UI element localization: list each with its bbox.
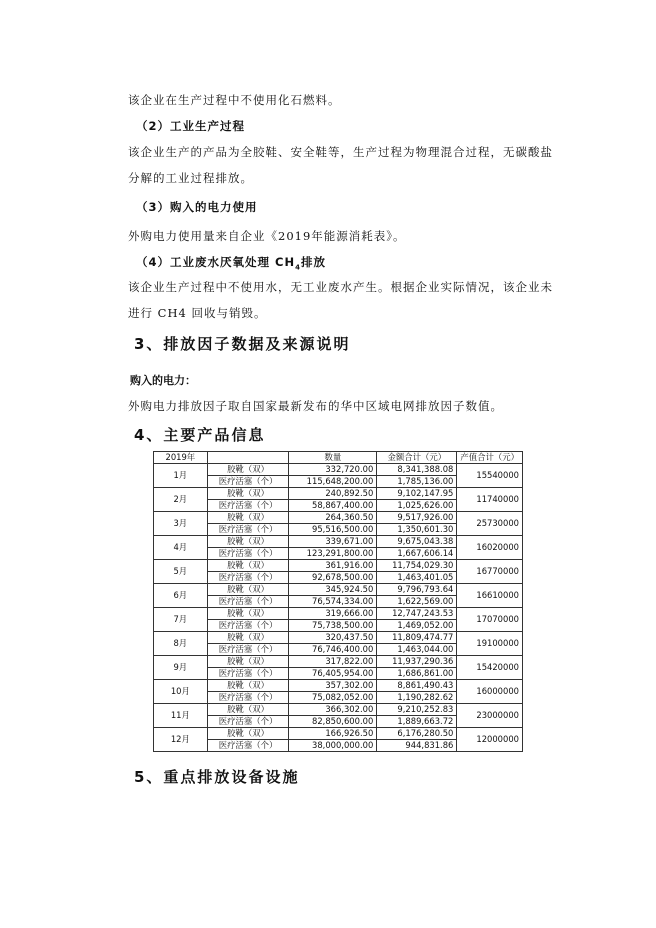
amount-cell: 9,675,043.38 bbox=[377, 536, 457, 548]
output-value-cell: 11740000 bbox=[457, 488, 523, 512]
table-row bbox=[154, 488, 523, 500]
product-cell: 医疗活塞（个） bbox=[207, 500, 289, 512]
amount-cell: 6,176,280.50 bbox=[377, 728, 457, 740]
amount-cell: 11,754,029.30 bbox=[377, 560, 457, 572]
table-row bbox=[154, 608, 523, 620]
product-cell: 医疗活塞（个） bbox=[207, 740, 289, 752]
quantity-cell: 264,360.50 bbox=[289, 512, 377, 524]
product-cell: 胶靴（双） bbox=[207, 560, 289, 572]
quantity-cell: 115,648,200.00 bbox=[289, 476, 377, 488]
wastewater-ch4-heading-text: （4）工业废水厌氧处理 CH bbox=[136, 255, 296, 269]
fossil-fuel-paragraph: 该企业在生产过程中不使用化石燃料。 bbox=[128, 93, 341, 107]
month-cell: 7月 bbox=[154, 608, 208, 632]
amount-cell: 8,341,388.08 bbox=[377, 464, 457, 476]
product-cell: 胶靴（双） bbox=[207, 680, 289, 692]
product-cell: 胶靴（双） bbox=[207, 728, 289, 740]
quantity-cell: 345,924.50 bbox=[289, 584, 377, 596]
quantity-cell: 332,720.00 bbox=[289, 464, 377, 476]
purchased-power-heading: （3）购入的电力使用 bbox=[136, 200, 258, 214]
table-row bbox=[154, 680, 523, 692]
industrial-process-heading: （2）工业生产过程 bbox=[136, 119, 246, 133]
table-row bbox=[154, 536, 523, 548]
quantity-cell: 75,738,500.00 bbox=[289, 620, 377, 632]
wastewater-ch4-heading bbox=[136, 254, 326, 271]
quantity-cell: 95,516,500.00 bbox=[289, 524, 377, 536]
month-cell: 12月 bbox=[154, 728, 208, 752]
amount-cell: 1,622,569.00 bbox=[377, 596, 457, 608]
product-cell: 医疗活塞（个） bbox=[207, 692, 289, 704]
section-3-title: 3、排放因子数据及来源说明 bbox=[134, 335, 351, 353]
quantity-cell: 123,291,800.00 bbox=[289, 548, 377, 560]
amount-cell: 1,463,044.00 bbox=[377, 644, 457, 656]
output-value-cell: 23000000 bbox=[457, 704, 523, 728]
quantity-cell: 82,850,600.00 bbox=[289, 716, 377, 728]
quantity-cell: 92,678,500.00 bbox=[289, 572, 377, 584]
product-cell: 胶靴（双） bbox=[207, 608, 289, 620]
output-value-cell: 16610000 bbox=[457, 584, 523, 608]
product-cell: 胶靴（双） bbox=[207, 704, 289, 716]
output-value-cell: 19100000 bbox=[457, 632, 523, 656]
product-cell: 胶靴（双） bbox=[207, 632, 289, 644]
table-row bbox=[154, 512, 523, 524]
table-row bbox=[154, 728, 523, 740]
month-cell: 1月 bbox=[154, 464, 208, 488]
output-value-cell: 12000000 bbox=[457, 728, 523, 752]
wastewater-ch4-paragraph: 该企业生产过程中不使用水，无工业废水产生。根据企业实际情况，该企业未进行 CH4 回收与销毁。 bbox=[128, 280, 553, 320]
amount-cell: 9,102,147.95 bbox=[377, 488, 457, 500]
output-value-cell: 15540000 bbox=[457, 464, 523, 488]
product-cell: 医疗活塞（个） bbox=[207, 548, 289, 560]
section-5-title: 5、重点排放设备设施 bbox=[134, 768, 300, 786]
quantity-cell: 58,867,400.00 bbox=[289, 500, 377, 512]
amount-cell: 1,463,401.05 bbox=[377, 572, 457, 584]
table-row bbox=[154, 632, 523, 644]
purchased-power-paragraph: 外购电力使用量来自企业《2019年能源消耗表》。 bbox=[128, 229, 406, 243]
amount-cell: 9,210,252.83 bbox=[377, 704, 457, 716]
wastewater-ch4-heading-suffix: 排放 bbox=[300, 255, 326, 269]
amount-cell: 11,937,290.36 bbox=[377, 656, 457, 668]
product-cell: 医疗活塞（个） bbox=[207, 644, 289, 656]
product-cell: 医疗活塞（个） bbox=[207, 524, 289, 536]
header-product bbox=[207, 452, 289, 464]
product-cell: 医疗活塞（个） bbox=[207, 620, 289, 632]
product-cell: 胶靴（双） bbox=[207, 536, 289, 548]
amount-cell: 1,889,663.72 bbox=[377, 716, 457, 728]
ch4-subscript: 4 bbox=[295, 263, 301, 272]
month-cell: 2月 bbox=[154, 488, 208, 512]
product-cell: 医疗活塞（个） bbox=[207, 476, 289, 488]
product-cell: 胶靴（双） bbox=[207, 488, 289, 500]
header-output-value: 产值合计（元） bbox=[457, 452, 523, 464]
quantity-cell: 357,302.00 bbox=[289, 680, 377, 692]
product-info-table bbox=[153, 451, 523, 752]
header-quantity: 数量 bbox=[289, 452, 377, 464]
output-value-cell: 25730000 bbox=[457, 512, 523, 536]
quantity-cell: 317,822.00 bbox=[289, 656, 377, 668]
table-row bbox=[154, 584, 523, 596]
amount-cell: 1,350,601.30 bbox=[377, 524, 457, 536]
month-cell: 3月 bbox=[154, 512, 208, 536]
quantity-cell: 76,746,400.00 bbox=[289, 644, 377, 656]
month-cell: 11月 bbox=[154, 704, 208, 728]
purchased-power-label: 购入的电力： bbox=[130, 374, 196, 387]
table-body bbox=[154, 464, 523, 752]
output-value-cell: 17070000 bbox=[457, 608, 523, 632]
product-cell: 胶靴（双） bbox=[207, 512, 289, 524]
table-row bbox=[154, 704, 523, 716]
quantity-cell: 366,302.00 bbox=[289, 704, 377, 716]
quantity-cell: 76,405,954.00 bbox=[289, 668, 377, 680]
amount-cell: 1,469,052.00 bbox=[377, 620, 457, 632]
amount-cell: 12,747,243.53 bbox=[377, 608, 457, 620]
product-cell: 医疗活塞（个） bbox=[207, 668, 289, 680]
amount-cell: 1,190,282.62 bbox=[377, 692, 457, 704]
amount-cell: 8,861,490.43 bbox=[377, 680, 457, 692]
month-cell: 9月 bbox=[154, 656, 208, 680]
product-cell: 医疗活塞（个） bbox=[207, 572, 289, 584]
output-value-cell: 16020000 bbox=[457, 536, 523, 560]
table-row bbox=[154, 560, 523, 572]
product-cell: 胶靴（双） bbox=[207, 656, 289, 668]
table-row bbox=[154, 656, 523, 668]
product-cell: 医疗活塞（个） bbox=[207, 716, 289, 728]
product-cell: 胶靴（双） bbox=[207, 464, 289, 476]
month-cell: 4月 bbox=[154, 536, 208, 560]
quantity-cell: 75,082,052.00 bbox=[289, 692, 377, 704]
quantity-cell: 319,666.00 bbox=[289, 608, 377, 620]
month-cell: 10月 bbox=[154, 680, 208, 704]
product-cell: 医疗活塞（个） bbox=[207, 596, 289, 608]
table-row bbox=[154, 464, 523, 476]
amount-cell: 944,831.86 bbox=[377, 740, 457, 752]
quantity-cell: 240,892.50 bbox=[289, 488, 377, 500]
product-cell: 胶靴（双） bbox=[207, 584, 289, 596]
month-cell: 5月 bbox=[154, 560, 208, 584]
industrial-process-paragraph: 该企业生产的产品为全胶鞋、安全鞋等，生产过程为物理混合过程，无碳酸盐分解的工业过程排放。 bbox=[128, 145, 553, 185]
quantity-cell: 339,671.00 bbox=[289, 536, 377, 548]
amount-cell: 1,686,861.00 bbox=[377, 668, 457, 680]
quantity-cell: 320,437.50 bbox=[289, 632, 377, 644]
output-value-cell: 16770000 bbox=[457, 560, 523, 584]
quantity-cell: 361,916.00 bbox=[289, 560, 377, 572]
header-year: 2019年 bbox=[154, 452, 208, 464]
month-cell: 8月 bbox=[154, 632, 208, 656]
amount-cell: 1,785,136.00 bbox=[377, 476, 457, 488]
month-cell: 6月 bbox=[154, 584, 208, 608]
emission-factor-paragraph: 外购电力排放因子取自国家最新发布的华中区域电网排放因子数值。 bbox=[128, 399, 503, 413]
section-4-title: 4、主要产品信息 bbox=[134, 426, 266, 444]
table-header-row bbox=[154, 452, 523, 464]
amount-cell: 11,809,474.77 bbox=[377, 632, 457, 644]
amount-cell: 1,025,626.00 bbox=[377, 500, 457, 512]
quantity-cell: 166,926.50 bbox=[289, 728, 377, 740]
quantity-cell: 38,000,000.00 bbox=[289, 740, 377, 752]
output-value-cell: 15420000 bbox=[457, 656, 523, 680]
header-amount: 金额合计（元） bbox=[377, 452, 457, 464]
amount-cell: 9,517,926.00 bbox=[377, 512, 457, 524]
amount-cell: 9,796,793.64 bbox=[377, 584, 457, 596]
quantity-cell: 76,574,334.00 bbox=[289, 596, 377, 608]
amount-cell: 1,667,606.14 bbox=[377, 548, 457, 560]
output-value-cell: 16000000 bbox=[457, 680, 523, 704]
